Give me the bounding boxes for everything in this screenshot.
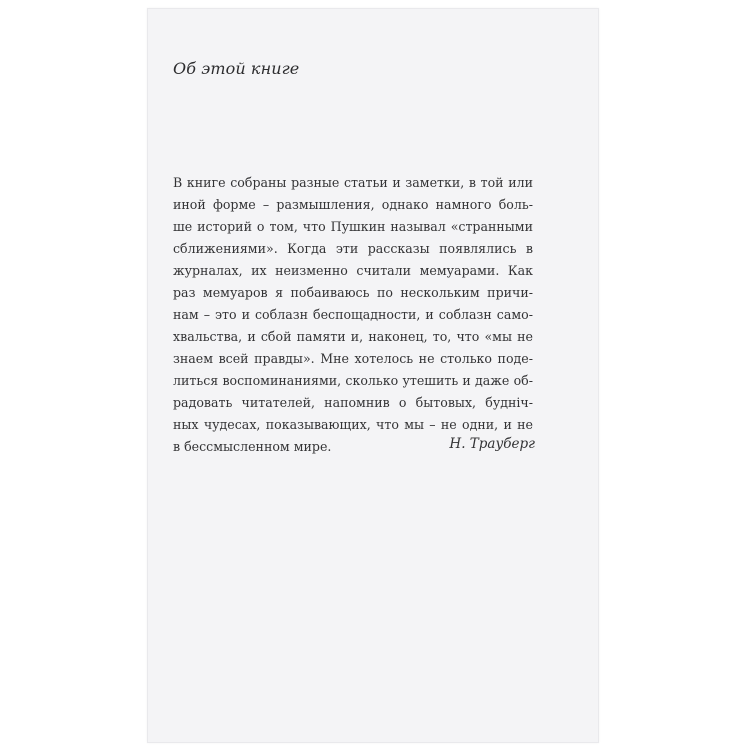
paragraph-line: ше историй о том, что Пушкин называл «странными [173, 219, 533, 234]
paragraph-line: радовать читателей, напомнив о бытовых, будніч- [173, 395, 533, 410]
author-signature: Н. Трауберг [449, 436, 535, 452]
paragraph-line: хвальства, и сбой памяти и, наконец, то, что «мы не [173, 329, 533, 344]
page-heading: Об этой книге [173, 59, 300, 78]
paragraph-line: журналах, их неизменно считали мемуарами. Как [173, 263, 533, 278]
paragraph-line: сближениями». Когда эти рассказы появлялись в [173, 241, 533, 256]
paragraph-line: ных чудесах, показывающих, что мы – не одни, и не [173, 417, 533, 432]
paragraph-line: нам – это и соблазн беспощадности, и соблазн само- [173, 307, 533, 322]
paragraph-line: иной форме – размышления, однако намного боль- [173, 197, 533, 212]
about-paragraph [173, 172, 533, 458]
paragraph-line: в бессмысленном мире. [173, 439, 332, 454]
paragraph-line: литься воспоминаниями, сколько утешить и даже об- [173, 373, 533, 388]
paragraph-line: В книге собраны разные статьи и заметки, в той или [173, 175, 533, 190]
book-page [147, 8, 599, 743]
paragraph-line: знаем всей правды». Мне хотелось не столько поде- [173, 351, 533, 366]
paragraph-line: раз мемуаров я побаиваюсь по нескольким причи- [173, 285, 533, 300]
